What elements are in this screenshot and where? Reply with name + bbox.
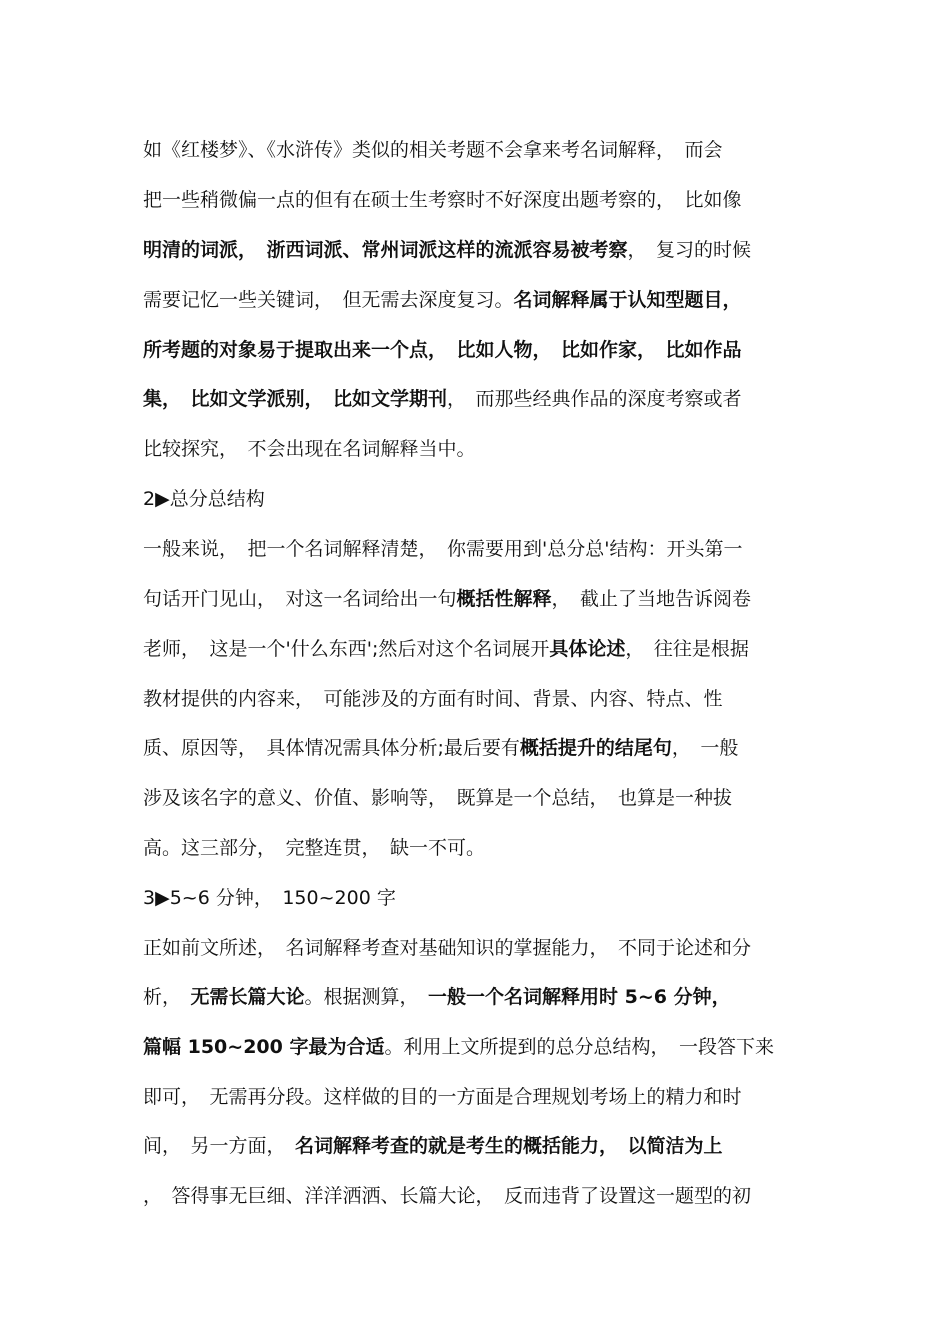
text-run: 析， <box>143 986 191 1008</box>
bold-text: 明清的词派， 浙西词派、常州词派这样的流派容易被考察 <box>143 239 628 261</box>
text-line <box>143 933 783 963</box>
text-run: 间， 另一方面， <box>143 1135 296 1157</box>
section-heading <box>143 883 783 913</box>
text-run: 涉及该名字的意义、价值、影响等， 既算是一个总结， 也算是一种拔 <box>143 787 733 809</box>
text-line <box>143 1131 783 1161</box>
text-run: 。利用上文所提到的总分总结构， 一段答下来 <box>384 1036 774 1058</box>
bold-text: 名词解释考查的就是考生的概括能力， 以简洁为上 <box>295 1135 723 1157</box>
text-line <box>143 534 783 564</box>
text-run: 。根据测算， <box>304 986 429 1008</box>
text-line <box>143 235 783 265</box>
text-run: 需要记忆一些关键词， 但无需去深度复习。 <box>143 289 514 311</box>
section-heading <box>143 484 783 514</box>
bold-text: 概括提升的结尾句 <box>519 737 672 759</box>
text-run: ， 往往是根据 <box>625 638 749 660</box>
bold-text: 篇幅 150~200 字最为合适 <box>143 1036 385 1058</box>
text-run: 即可， 无需再分段。这样做的目的一方面是合理规划考场上的精力和时 <box>143 1086 742 1108</box>
text-run: 教材提供的内容来， 可能涉及的方面有时间、背景、内容、特点、性 <box>143 688 723 710</box>
text-line <box>143 982 783 1012</box>
text-line <box>143 584 783 614</box>
text-line <box>143 1181 783 1211</box>
text-run: 老师， 这是一个'什么东西';然后对这个名词展开 <box>143 638 550 660</box>
text-run: ， 而那些经典作品的深度考察或者 <box>447 388 742 410</box>
text-run: 把一些稍微偏一点的但有在硕士生考察时不好深度出题考察的， 比如像 <box>143 189 742 211</box>
text-line <box>143 434 783 464</box>
bold-text: 具体论述 <box>549 638 626 660</box>
text-run: ， 答得事无巨细、洋洋洒洒、长篇大论， 反而违背了设置这一题型的初 <box>143 1185 752 1207</box>
text-line <box>143 185 783 215</box>
text-run: 高。这三部分， 完整连贯， 缺一不可。 <box>143 837 486 859</box>
text-line <box>143 733 783 763</box>
text-run: 2▶总分总结构 <box>143 488 265 510</box>
text-line <box>143 135 783 165</box>
text-line <box>143 285 783 315</box>
text-line <box>143 335 783 365</box>
text-line <box>143 684 783 714</box>
bold-text: 所考题的对象易于提取出来一个点， 比如人物， 比如作家， 比如作品 <box>143 339 742 361</box>
text-line <box>143 783 783 813</box>
text-line <box>143 1082 783 1112</box>
text-run: ， 截止了当地告诉阅卷 <box>551 588 752 610</box>
text-run: 句话开门见山， 对这一名词给出一句 <box>143 588 457 610</box>
bold-text: 集， 比如文学派别， 比如文学期刊 <box>143 388 448 410</box>
text-run: 质、原因等， 具体情况需具体分析;最后要有 <box>143 737 520 759</box>
bold-text: 概括性解释 <box>456 588 552 610</box>
text-run: 比较探究， 不会出现在名词解释当中。 <box>143 438 476 460</box>
text-run: 3▶5~6 分钟， 150~200 字 <box>143 887 396 909</box>
bold-text: 无需长篇大论 <box>190 986 305 1008</box>
text-line <box>143 384 783 414</box>
text-run: ， 复习的时候 <box>627 239 752 261</box>
text-run: ， 一般 <box>671 737 739 759</box>
bold-text: 名词解释属于认知型题目， <box>513 289 742 311</box>
text-line <box>143 1032 783 1062</box>
bold-text: 一般一个名词解释用时 5~6 分钟， <box>428 986 731 1008</box>
text-line <box>143 634 783 664</box>
text-run: 正如前文所述， 名词解释考查对基础知识的掌握能力， 不同于论述和分 <box>143 937 752 959</box>
text-run: 如《红楼梦》、《水浒传》类似的相关考题不会拿来考名词解释， 而会 <box>143 139 723 161</box>
text-line <box>143 833 783 863</box>
text-run: 一般来说， 把一个名词解释清楚， 你需要用到'总分总'结构：开头第一 <box>143 538 743 560</box>
